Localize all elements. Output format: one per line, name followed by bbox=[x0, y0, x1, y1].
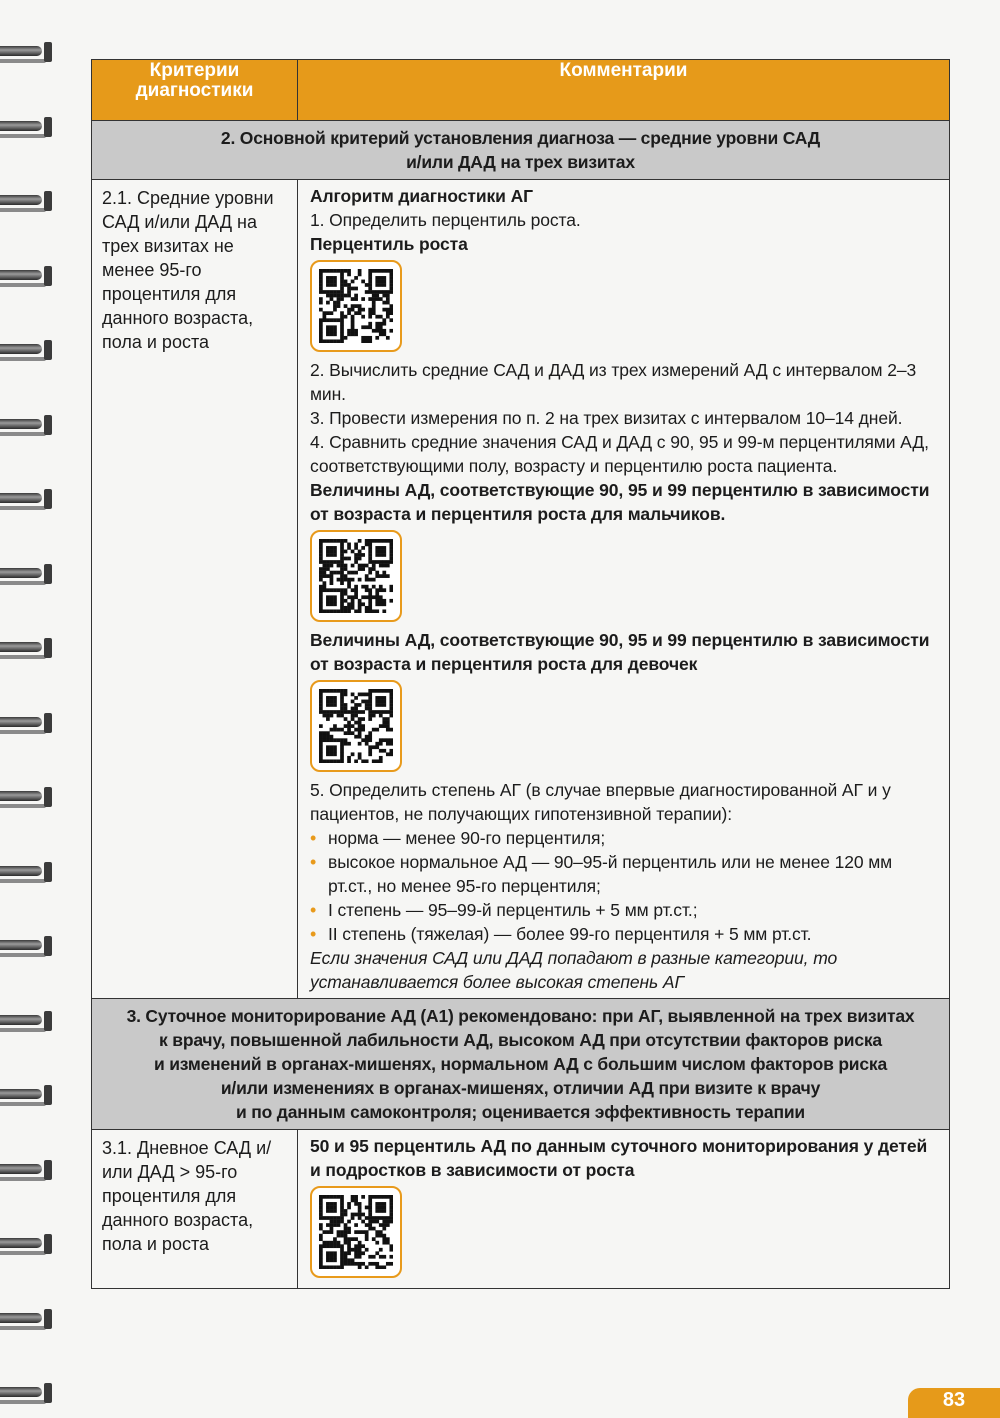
step-3: 3. Провести измерения по п. 2 на трех визитах с интервалом 10–14 дней. bbox=[310, 408, 903, 428]
qr4-caption: 50 и 95 перцентиль АД по данным суточного мониторирования у детей и подростков в зависимости от роста bbox=[310, 1136, 928, 1180]
section-2-row bbox=[92, 121, 950, 180]
binding-ring bbox=[0, 40, 56, 66]
list-item: • высокое нормальное АД — 90–95-й перцентиль или не менее 120 мм рт.ст., но менее 95-го перцентиля; bbox=[310, 850, 939, 898]
table-header-row bbox=[92, 60, 950, 121]
comment-2-1 bbox=[298, 180, 950, 999]
qr1-caption: Перцентиль роста bbox=[310, 234, 468, 254]
qr2-caption: Величины АД, соответствующие 90, 95 и 99 перцентилю в зависимости от возраста и перцентиля роста для мальчиков. bbox=[310, 480, 930, 524]
section-3-row bbox=[92, 999, 950, 1130]
binding-ring bbox=[0, 1381, 56, 1407]
list-item: • I степень — 95–99-й перцентиль + 5 мм рт.ст.; bbox=[310, 898, 939, 922]
binding-ring bbox=[0, 785, 56, 811]
qr-code-growth-percentile[interactable] bbox=[310, 260, 402, 352]
qr-code-boys[interactable] bbox=[310, 530, 402, 622]
step-2: 2. Вычислить средние САД и ДАД из трех измерений АД с интервалом 2–3 мин. bbox=[310, 360, 917, 404]
binding-ring bbox=[0, 264, 56, 290]
binding-ring bbox=[0, 115, 56, 141]
page-number: 83 bbox=[908, 1388, 1000, 1418]
list-item: • норма — менее 90-го перцентиля; bbox=[310, 826, 939, 850]
binding-ring bbox=[0, 413, 56, 439]
binding-ring bbox=[0, 1307, 56, 1333]
criterion-2-1: 2.1. Средние уровни САД и/или ДАД на трех визитах не менее 95-го процентиля для данного возраста, пола и роста bbox=[92, 180, 298, 999]
comment-3-1 bbox=[298, 1130, 950, 1289]
binding-ring bbox=[0, 1083, 56, 1109]
binding-ring bbox=[0, 1232, 56, 1258]
list-item: • II степень (тяжелая) — более 99-го перцентиля + 5 мм рт.ст. bbox=[310, 922, 939, 946]
header-comments: Комментарии bbox=[298, 60, 950, 121]
header-criteria: Критерии диагностики bbox=[92, 60, 298, 121]
severity-list bbox=[310, 826, 939, 946]
diagnostic-criteria-table bbox=[91, 59, 950, 1289]
binding-ring bbox=[0, 189, 56, 215]
binding-ring bbox=[0, 636, 56, 662]
qr3-caption: Величины АД, соответствующие 90, 95 и 99 перцентилю в зависимости от возраста и перцентиля роста для девочек bbox=[310, 630, 930, 674]
binding-ring bbox=[0, 934, 56, 960]
row-2-1 bbox=[92, 180, 950, 999]
qr-code-girls[interactable] bbox=[310, 680, 402, 772]
section-3-title: 3. Суточное мониторирование АД (А1) рекомендовано: при АГ, выявленной на трех визитах к врачу, повышенной лабильности АД, высоком АД при отсутствии факторов риска и изменений в органах-мишенях, нормальном АД с большим числом факторов риска и/или изменениях в органах-мишенях, отличии АД при визите к врачу и по данным самоконтроля; оценивается эффективность терапии bbox=[92, 999, 950, 1130]
binding-ring bbox=[0, 711, 56, 737]
step-4: 4. Сравнить средние значения САД и ДАД с 90, 95 и 99-м перцентилями АД, соответствующими полу, возрасту и перцентилю роста пациента. bbox=[310, 432, 929, 476]
binding-ring bbox=[0, 487, 56, 513]
algorithm-title: Алгоритм диагностики АГ bbox=[310, 186, 533, 206]
severity-note: Если значения САД или ДАД попадают в разные категории, то устанавливается более высокая степень АГ bbox=[310, 948, 838, 992]
binding-ring bbox=[0, 1009, 56, 1035]
binding-ring bbox=[0, 860, 56, 886]
binding-ring bbox=[0, 562, 56, 588]
spiral-binding bbox=[0, 0, 60, 1403]
step-5: 5. Определить степень АГ (в случае впервые диагностированной АГ и у пациентов, не получающих гипотензивной терапии): bbox=[310, 780, 891, 824]
binding-ring bbox=[0, 338, 56, 364]
criterion-3-1: 3.1. Дневное САД и/или ДАД > 95-го процентиля для данного возраста, пола и роста bbox=[92, 1130, 298, 1289]
binding-ring bbox=[0, 1158, 56, 1184]
row-3-1 bbox=[92, 1130, 950, 1289]
section-2-title: 2. Основной критерий установления диагноза — средние уровни САД и/или ДАД на трех визитах bbox=[92, 121, 950, 180]
step-1: 1. Определить перцентиль роста. bbox=[310, 210, 581, 230]
qr-code-abpm[interactable] bbox=[310, 1186, 402, 1278]
